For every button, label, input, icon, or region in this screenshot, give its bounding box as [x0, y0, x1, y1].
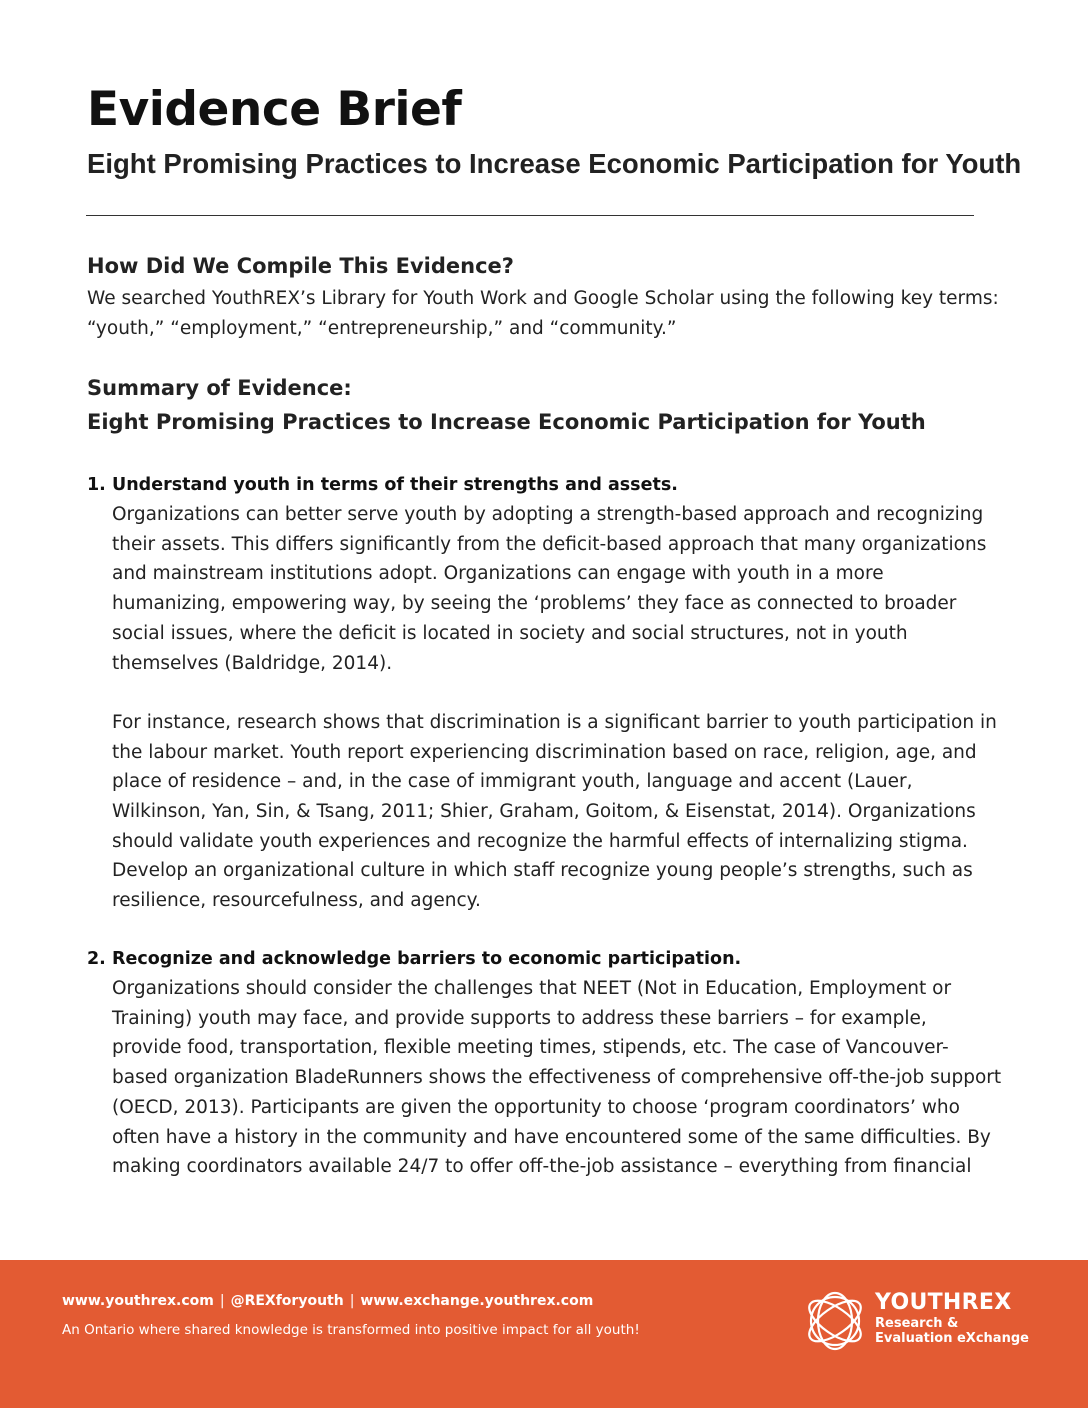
summary-heading — [87, 371, 926, 439]
compile-body: We searched YouthREX’s Library for Youth Work and Google Scholar using the following key terms: “youth,” “employment,” “entrepreneurship,” and “community.” — [87, 288, 999, 339]
practice-paragraph: Organizations should consider the challenges that NEET (Not in Education, Employment or Training) youth may face, and provide supports to address these barriers – for example, provide food, transportation, flexible meeting times, stipends, etc. The case of Vancouver-based organization BladeRunners shows the effectiveness of comprehensive off-the-job support (OECD, 2013). Participants are given the opportunity to choose ‘program coordinators’ who often have a history in the community and have encountered some of the same difficulties. By making coordinators available 24/7 to offer off-the-job assistance – everything from financial — [112, 978, 1002, 1178]
compile-heading: How Did We Compile This Evidence? — [87, 254, 514, 278]
footer-tagline: An Ontario where shared knowledge is transformed into positive impact for all youth! — [62, 1322, 640, 1338]
page-title: Evidence Brief — [87, 82, 462, 137]
title-divider — [86, 215, 974, 216]
logo-wordmark — [875, 1290, 1029, 1346]
practice-paragraph: For instance, research shows that discrimination is a significant barrier to youth participation in the labour market. Youth report experiencing discrimination based on race, religion, age, and place of residence – and, in the case of immigrant youth, language and accent (Lauer, Wilkinson, Yan, Sin, & Tsang, 2011; Shier, Graham, Goitom, & Eisenstat, 2014). Organizations should validate youth experiences and recognize the harmful effects of internalizing stigma. Develop an organizational culture in which staff recognize young people’s strengths, such as resilience, resourcefulness, and agency. — [112, 711, 997, 912]
footer-bar — [0, 1260, 1088, 1408]
link-separator: | — [219, 1293, 225, 1309]
exchange-link[interactable]: www.exchange.youthrex.com — [360, 1293, 594, 1309]
logo-name: YOUTHREX — [875, 1290, 1012, 1315]
logo-subtitle-line2: Evaluation eXchange — [875, 1331, 1029, 1346]
practice-item-2 — [87, 944, 1007, 1212]
summary-heading-line2: Eight Promising Practices to Increase Economic Participation for Youth — [87, 410, 926, 434]
practice-heading — [87, 470, 1007, 500]
twitter-link[interactable]: @REXforyouth — [230, 1293, 344, 1309]
link-separator: | — [349, 1293, 355, 1309]
practice-number: 2. — [87, 949, 106, 969]
youthrex-logo-icon — [800, 1286, 870, 1356]
practice-number: 1. — [87, 475, 106, 495]
website-link[interactable]: www.youthrex.com — [62, 1293, 214, 1309]
practice-heading — [87, 944, 1007, 974]
practice-paragraph: Organizations can better serve youth by adopting a strength-based approach and recognizing their assets. This differs significantly from the deficit-based approach that many organizations and mainstream institutions adopt. Organizations can engage with youth in a more humanizing, empowering way, by seeing the ‘problems’ they face as connected to broader social issues, where the deficit is located in society and social structures, not in youth themselves (Baldridge, 2014). — [112, 504, 987, 674]
practice-title: Understand youth in terms of their strengths and assets. — [112, 475, 678, 495]
practice-title: Recognize and acknowledge barriers to economic participation. — [112, 949, 742, 969]
footer-links — [62, 1290, 593, 1312]
logo-subtitle-line1: Research & — [875, 1316, 959, 1331]
practice-item-1 — [87, 470, 1007, 946]
page-subtitle: Eight Promising Practices to Increase Economic Participation for Youth — [87, 148, 1022, 179]
summary-heading-line1: Summary of Evidence: — [87, 376, 352, 400]
